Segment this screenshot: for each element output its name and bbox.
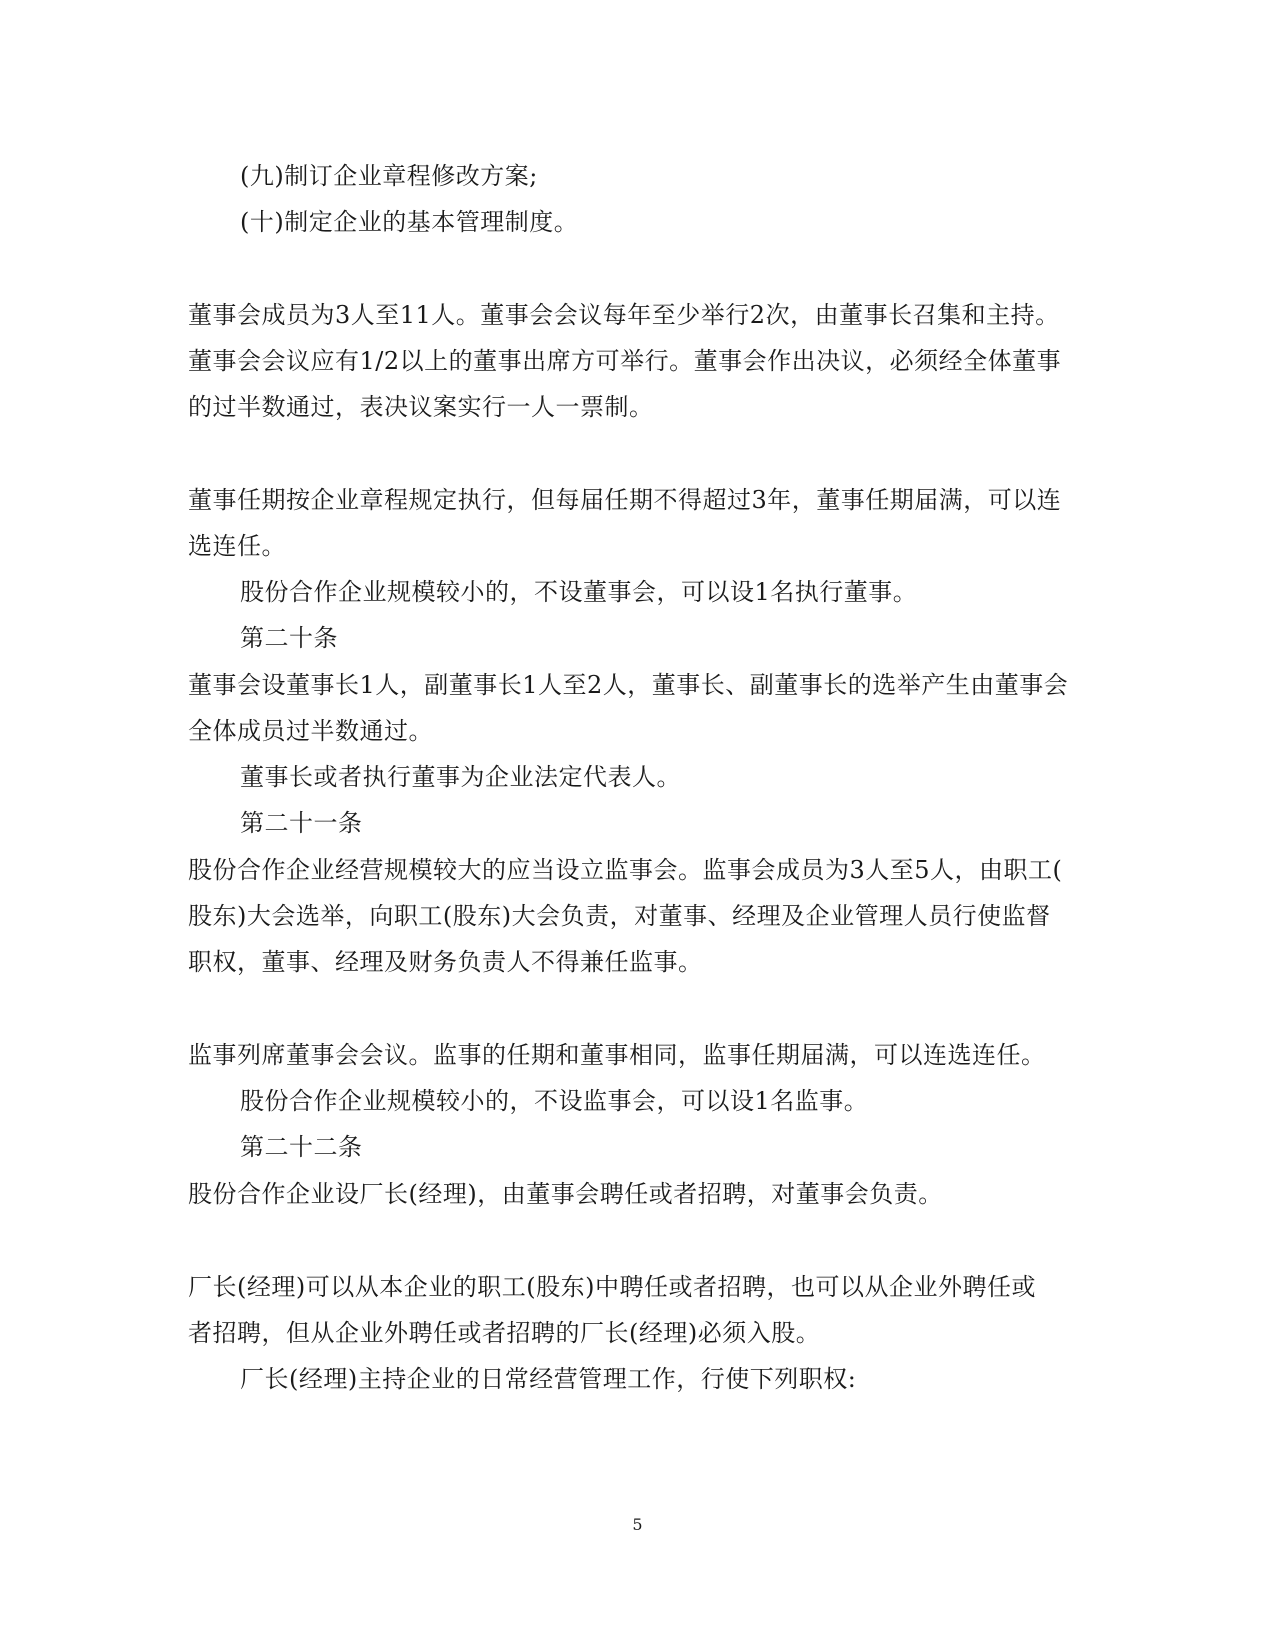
list-item-10: (十)制定企业的基本管理制度。: [240, 208, 579, 236]
page-number: 5: [632, 1515, 643, 1534]
paragraph-line: 监事列席董事会会议。监事的任期和董事相同，监事任期届满，可以连选连任。: [188, 1041, 1046, 1069]
paragraph-line: 股东)大会选举，向职工(股东)大会负责，对董事、经理及企业管理人员行使监督: [188, 902, 1051, 930]
paragraph-line: 选连任。: [188, 532, 286, 560]
paragraph-line: 的过半数通过，表决议案实行一人一票制。: [188, 393, 654, 421]
paragraph-line: 厂长(经理)主持企业的日常经营管理工作，行使下列职权:: [240, 1365, 857, 1393]
paragraph-line: 董事会会议应有1/2以上的董事出席方可举行。董事会作出决议，必须经全体董事: [188, 347, 1062, 375]
list-item-9: (九)制订企业章程修改方案;: [240, 162, 538, 190]
paragraph-line: 股份合作企业设厂长(经理)，由董事会聘任或者招聘，对董事会负责。: [188, 1180, 943, 1208]
paragraph-line: 董事任期按企业章程规定执行，但每届任期不得超过3年，董事任期届满，可以连: [188, 486, 1062, 514]
paragraph-line: 者招聘，但从企业外聘任或者招聘的厂长(经理)必须入股。: [188, 1319, 821, 1347]
paragraph-line: 董事会成员为3人至11人。董事会会议每年至少举行2次，由董事长召集和主持。: [188, 301, 1060, 329]
article-heading: 第二十条: [240, 624, 338, 652]
paragraph-line: 股份合作企业规模较小的，不设董事会，可以设1名执行董事。: [240, 578, 918, 606]
article-heading: 第二十一条: [240, 809, 363, 837]
paragraph-line: 董事长或者执行董事为企业法定代表人。: [240, 763, 681, 791]
article-heading: 第二十二条: [240, 1133, 363, 1161]
paragraph-line: 董事会设董事长1人，副董事长1人至2人，董事长、副董事长的选举产生由董事会: [188, 671, 1069, 699]
paragraph-line: 厂长(经理)可以从本企业的职工(股东)中聘任或者招聘，也可以从企业外聘任或: [188, 1273, 1036, 1301]
paragraph-line: 职权，董事、经理及财务负责人不得兼任监事。: [188, 948, 703, 976]
paragraph-line: 股份合作企业经营规模较大的应当设立监事会。监事会成员为3人至5人，由职工(: [188, 856, 1063, 884]
paragraph-line: 股份合作企业规模较小的，不设监事会，可以设1名监事。: [240, 1087, 869, 1115]
paragraph-line: 全体成员过半数通过。: [188, 717, 433, 745]
